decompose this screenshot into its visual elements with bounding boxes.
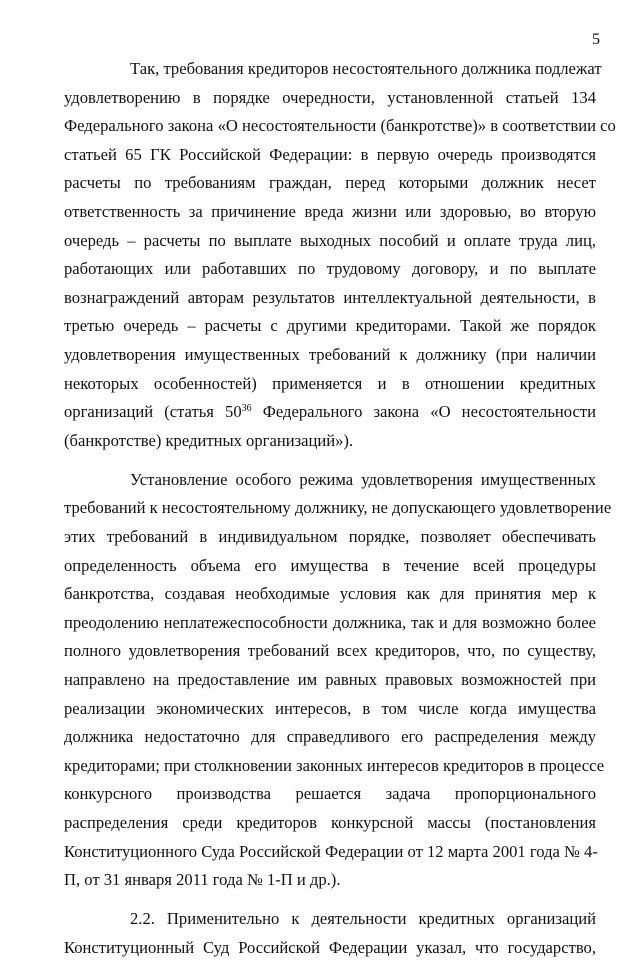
paragraph-2-line-2: требований к несостоятельному должнику, не допускающего удовлетворение [64,498,612,518]
page-number: 5 [592,31,600,48]
paragraph-1-line-7: очередь – расчеты по выплате выходных пособий и оплате труда лиц, [64,230,596,250]
paragraph-1-line-1: Так, требования кредиторов несостоятельного должника подлежат [130,59,602,78]
paragraph-2-line-12: конкурсного производства решается задача пропорционального [64,784,596,804]
article-reference: организаций (статья 50 [64,402,242,422]
paragraph-2-last-line: П, от 31 января 2011 года № 1-П и др.). [64,870,341,890]
paragraph-1-line-2: удовлетворению в порядке очередности, установленной статьей 134 [64,87,596,107]
paragraph-1-line-9: вознаграждений авторам результатов интеллектуальной деятельности, в [64,287,596,307]
paragraph-3-line-2: Конституционный Суд Российской Федерации указал, что государство, [64,937,596,957]
paragraph-2-line-13: распределения среди кредиторов конкурсной массы (постановления [64,812,596,832]
article-superscript: 36 [241,403,252,415]
paragraph-2-line-4: определенность объема его имущества в течение всей процедуры [64,555,596,575]
paragraph-1-line-11: удовлетворения имущественных требований к должнику (при наличии [64,344,596,364]
paragraph-2-line-11: кредиторами; при столкновении законных интересов кредиторов в процессе [64,755,605,775]
paragraph-1-line-3: Федерального закона «О несостоятельности (банкротстве)» в соответствии со [64,116,616,136]
paragraph-1-line-6: ответственность за причинение вреда жизни или здоровью, во вторую [64,201,596,221]
paragraph-1-line-8: работающих или работавших по трудовому договору, и по выплате [64,259,596,279]
paragraph-2-line-9: реализации экономических интересов, в том числе когда имущества [64,698,596,718]
paragraph-3-line-1: 2.2. Применительно к деятельности кредитных организаций [130,909,596,929]
paragraph-1-last-line: (банкротстве) кредитных организаций»). [64,430,354,450]
paragraph-2-line-8: направлено на предоставление им равных правовых возможностей при [64,669,596,689]
paragraph-2-line-5: банкротства, создавая необходимые условия как для принятия мер к [64,584,596,604]
paragraph-2-line-3: этих требований в индивидуальном порядке, позволяет обеспечивать [64,527,596,546]
paragraph-2-line-6: преодолению неплатежеспособности должника, так и для возможно более [64,612,596,632]
document-body [64,55,616,962]
paragraph-2-line-10: должника недостаточно для справедливого его распределения между [64,727,596,747]
paragraph-1-line-10: третью очередь – расчеты с другими кредиторами. Такой же порядок [64,316,596,336]
paragraph-1-line-4: статьей 65 ГК Российской Федерации: в первую очередь производятся [64,144,596,164]
paragraph-1-line-5: расчеты по требованиям граждан, перед которыми должник несет [64,173,596,193]
paragraph-2-line-14: Конституционного Суда Российской Федерации от 12 марта 2001 года № 4- [64,841,598,861]
paragraph-2-line-1: Установление особого режима удовлетворения имущественных [130,469,596,489]
paragraph-1-line-12: некоторых особенностей) применяется и в отношении кредитных [64,373,596,393]
paragraph-1-line-13 [64,398,596,427]
paragraph-2-line-7: полного удовлетворения требований всех кредиторов, что, по существу, [64,641,596,661]
law-reference: Федерального закона «О несостоятельности [251,402,596,422]
